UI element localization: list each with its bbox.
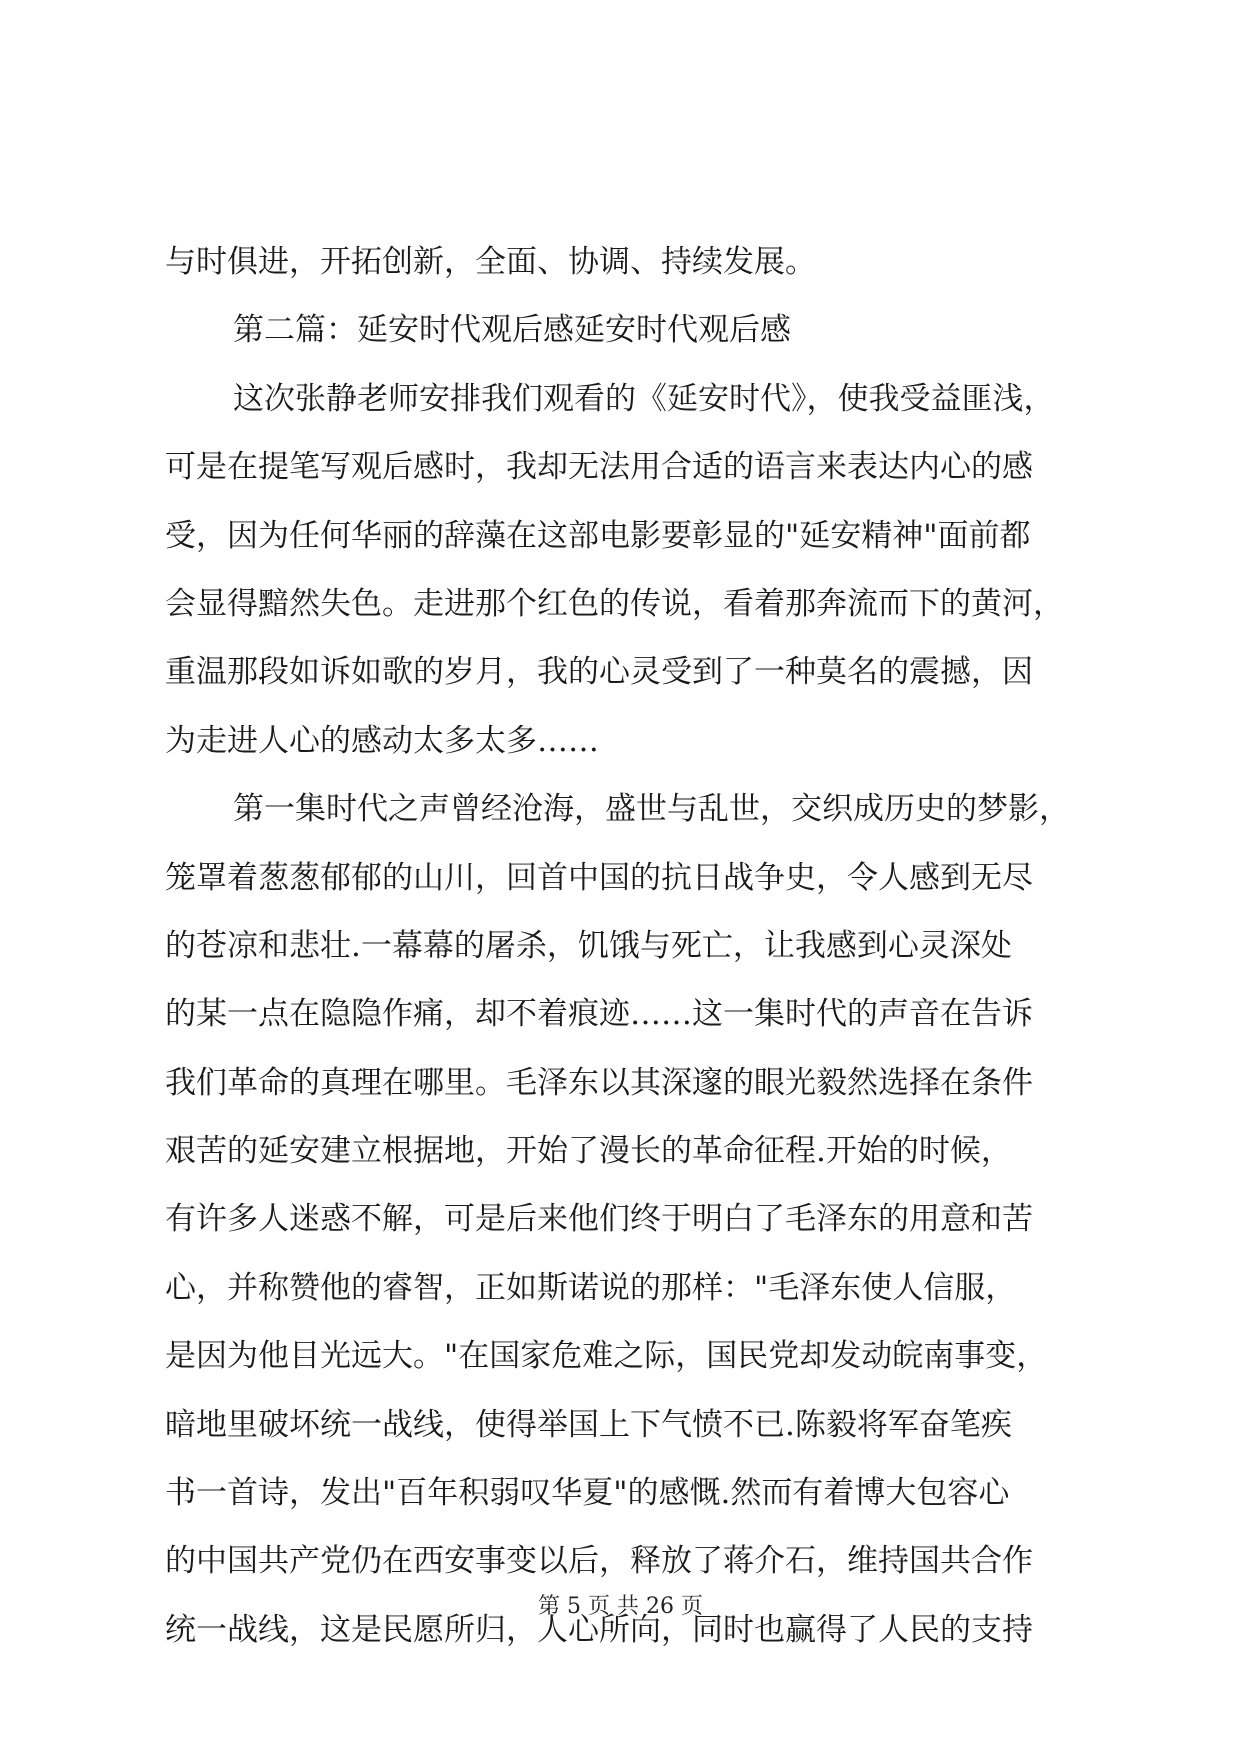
text-line: 我们革命的真理在哪里。毛泽东以其深邃的眼光毅然选择在条件 [165,1064,1033,1101]
text-line: 可是在提笔写观后感时，我却无法用合适的语言来表达内心的感 [165,449,1033,486]
paragraph-first-line: 这次张静老师安排我们观看的《延安时代》，使我受益匪浅， [233,380,1055,417]
section-heading: 第二篇：延安时代观后感延安时代观后感 [233,312,791,349]
text-line: 的某一点在隐隐作痛，却不着痕迹……这一集时代的声音在告诉 [165,996,1033,1033]
text-line: 是因为他目光远大。"在国家危难之际，国民党却发动皖南事变， [165,1338,1048,1375]
text-line: 艰苦的延安建立根据地，开始了漫长的革命征程.开始的时候， [165,1133,1012,1170]
text-line: 的苍凉和悲壮.一幕幕的屠杀，饥饿与死亡，让我感到心灵深处 [165,927,1012,964]
text-line: 统一战线，这是民愿所归，人心所向，同时也赢得了人民的支持 [165,1611,1033,1648]
text-line: 与时俱进，开拓创新，全面、协调、持续发展。 [165,244,816,280]
page-number-footer: 第 5 页 共 26 页 [538,1594,703,1619]
text-line: 重温那段如诉如歌的岁月，我的心灵受到了一种莫名的震撼，因 [165,654,1033,691]
paragraph-first-line: 第一集时代之声曾经沧海，盛世与乱世，交织成历史的梦影， [233,791,1070,828]
text-line: 为走进人心的感动太多太多…… [165,722,599,759]
document-body [165,228,1085,1664]
text-line: 心，并称赞他的睿智，正如斯诺说的那样："毛泽东使人信服， [165,1269,1017,1306]
text-line: 受，因为任何华丽的辞藻在这部电影要彰显的"延安精神"面前都 [165,517,1031,554]
text-line: 笼罩着葱葱郁郁的山川，回首中国的抗日战争史，令人感到无尽 [165,859,1033,896]
text-line: 的中国共产党仍在西安事变以后，释放了蒋介石，维持国共合作 [165,1543,1033,1580]
text-line: 有许多人迷惑不解，可是后来他们终于明白了毛泽东的用意和苦 [165,1201,1033,1238]
text-line: 暗地里破坏统一战线，使得举国上下气愤不已.陈毅将军奋笔疾 [165,1406,1012,1443]
text-line: 书一首诗，发出"百年积弱叹华夏"的感慨.然而有着博大包容心 [165,1475,1010,1512]
text-line: 会显得黯然失色。走进那个红色的传说，看着那奔流而下的黄河， [165,585,1064,622]
